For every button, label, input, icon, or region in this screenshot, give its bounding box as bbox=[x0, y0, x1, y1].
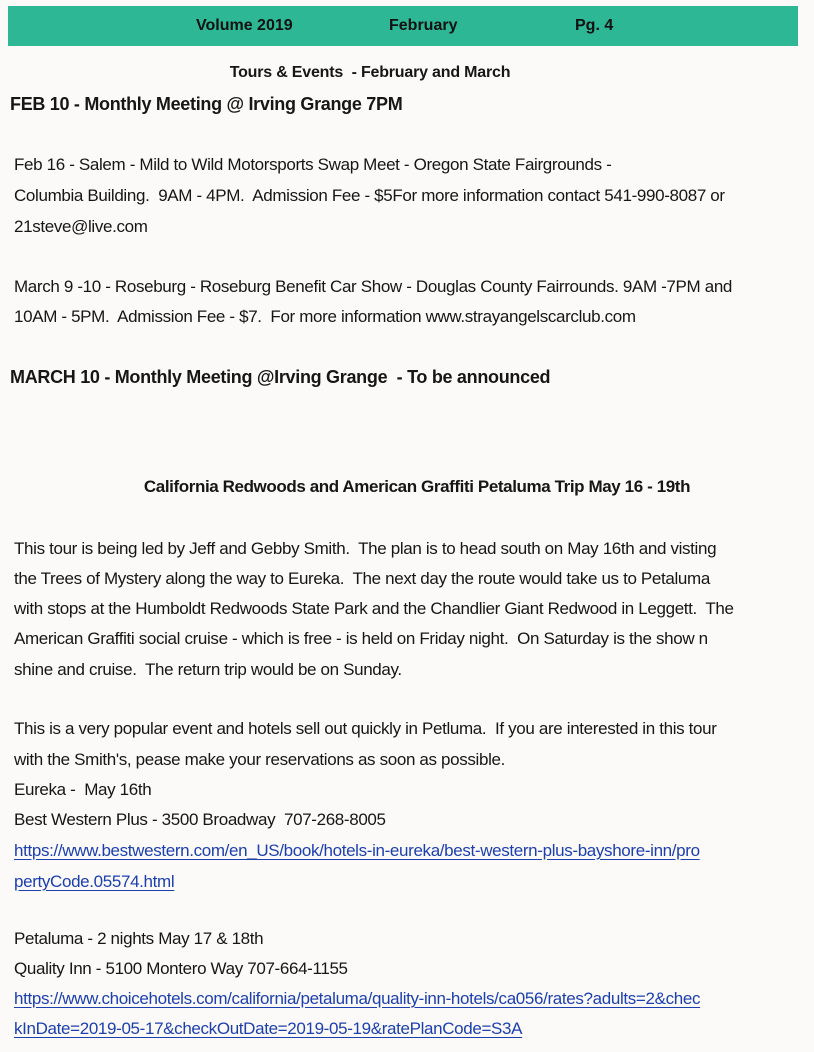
header-bar bbox=[8, 6, 798, 46]
tours-events-heading: Tours & Events - February and March bbox=[229, 64, 511, 81]
volume-label: Volume 2019 bbox=[196, 17, 293, 34]
bestwestern-link-line-1[interactable]: https://www.bestwestern.com/en_US/book/hotels-in-eureka/best-western-plus-bayshore-inn/pro bbox=[14, 841, 700, 860]
choicehotels-link-line-2[interactable]: kInDate=2019-05-17&checkOutDate=2019-05-19&ratePlanCode=S3A bbox=[14, 1019, 523, 1038]
car-show-line-1: March 9 -10 - Roseburg - Roseburg Benefit Car Show - Douglas County Fairrounds. 9AM -7PM and bbox=[14, 277, 733, 296]
trip-description-line-1: This tour is being led by Jeff and Gebby Smith. The plan is to head south on May 16th and visting bbox=[14, 539, 717, 558]
trip-description-line-3: with stops at the Humboldt Redwoods State Park and the Chandlier Giant Redwood in Leggett. The bbox=[14, 599, 734, 618]
booking-info-line-2: with the Smith's, pease make your reservations as soon as possible. bbox=[14, 750, 505, 769]
swap-meet-line-1: Feb 16 - Salem - Mild to Wild Motorsports Swap Meet - Oregon State Fairgrounds - bbox=[14, 155, 612, 174]
march-meeting-heading: MARCH 10 - Monthly Meeting @Irving Grange - To be announced bbox=[10, 367, 551, 387]
booking-info-line-1: This is a very popular event and hotels sell out quickly in Petluma. If you are interested in this tour bbox=[14, 719, 717, 738]
choicehotels-link-line-1[interactable]: https://www.choicehotels.com/california/petaluma/quality-inn-hotels/ca056/rates?adults=2&chec bbox=[14, 989, 701, 1008]
bestwestern-link-line-2[interactable]: pertyCode.05574.html bbox=[14, 872, 175, 891]
eureka-date-line: Eureka - May 16th bbox=[14, 780, 152, 799]
petaluma-dates-line: Petaluma - 2 nights May 17 & 18th bbox=[14, 929, 264, 948]
trip-description-line-4: American Graffiti social cruise - which is free - is held on Friday night. On Saturday is the show n bbox=[14, 629, 708, 648]
swap-meet-contact-email: 21steve@live.com bbox=[14, 217, 148, 236]
bestwestern-address-line: Best Western Plus - 3500 Broadway 707-268-8005 bbox=[14, 810, 386, 829]
california-trip-heading: California Redwoods and American Graffiti Petaluma Trip May 16 - 19th bbox=[143, 477, 691, 496]
month-label: February bbox=[389, 17, 458, 34]
trip-description-line-2: the Trees of Mystery along the way to Eureka. The next day the route would take us to Petaluma bbox=[14, 569, 710, 588]
swap-meet-line-2: Columbia Building. 9AM - 4PM. Admission Fee - $5For more information contact 541-990-8087 or bbox=[14, 186, 725, 205]
quality-inn-address-line: Quality Inn - 5100 Montero Way 707-664-1155 bbox=[14, 959, 348, 978]
feb-meeting-heading: FEB 10 - Monthly Meeting @ Irving Grange 7PM bbox=[10, 94, 403, 114]
trip-description-line-5: shine and cruise. The return trip would be on Sunday. bbox=[14, 660, 402, 679]
page-number-label: Pg. 4 bbox=[575, 17, 614, 34]
car-show-line-2: 10AM - 5PM. Admission Fee - $7. For more information www.strayangelscarclub.com bbox=[14, 307, 636, 326]
